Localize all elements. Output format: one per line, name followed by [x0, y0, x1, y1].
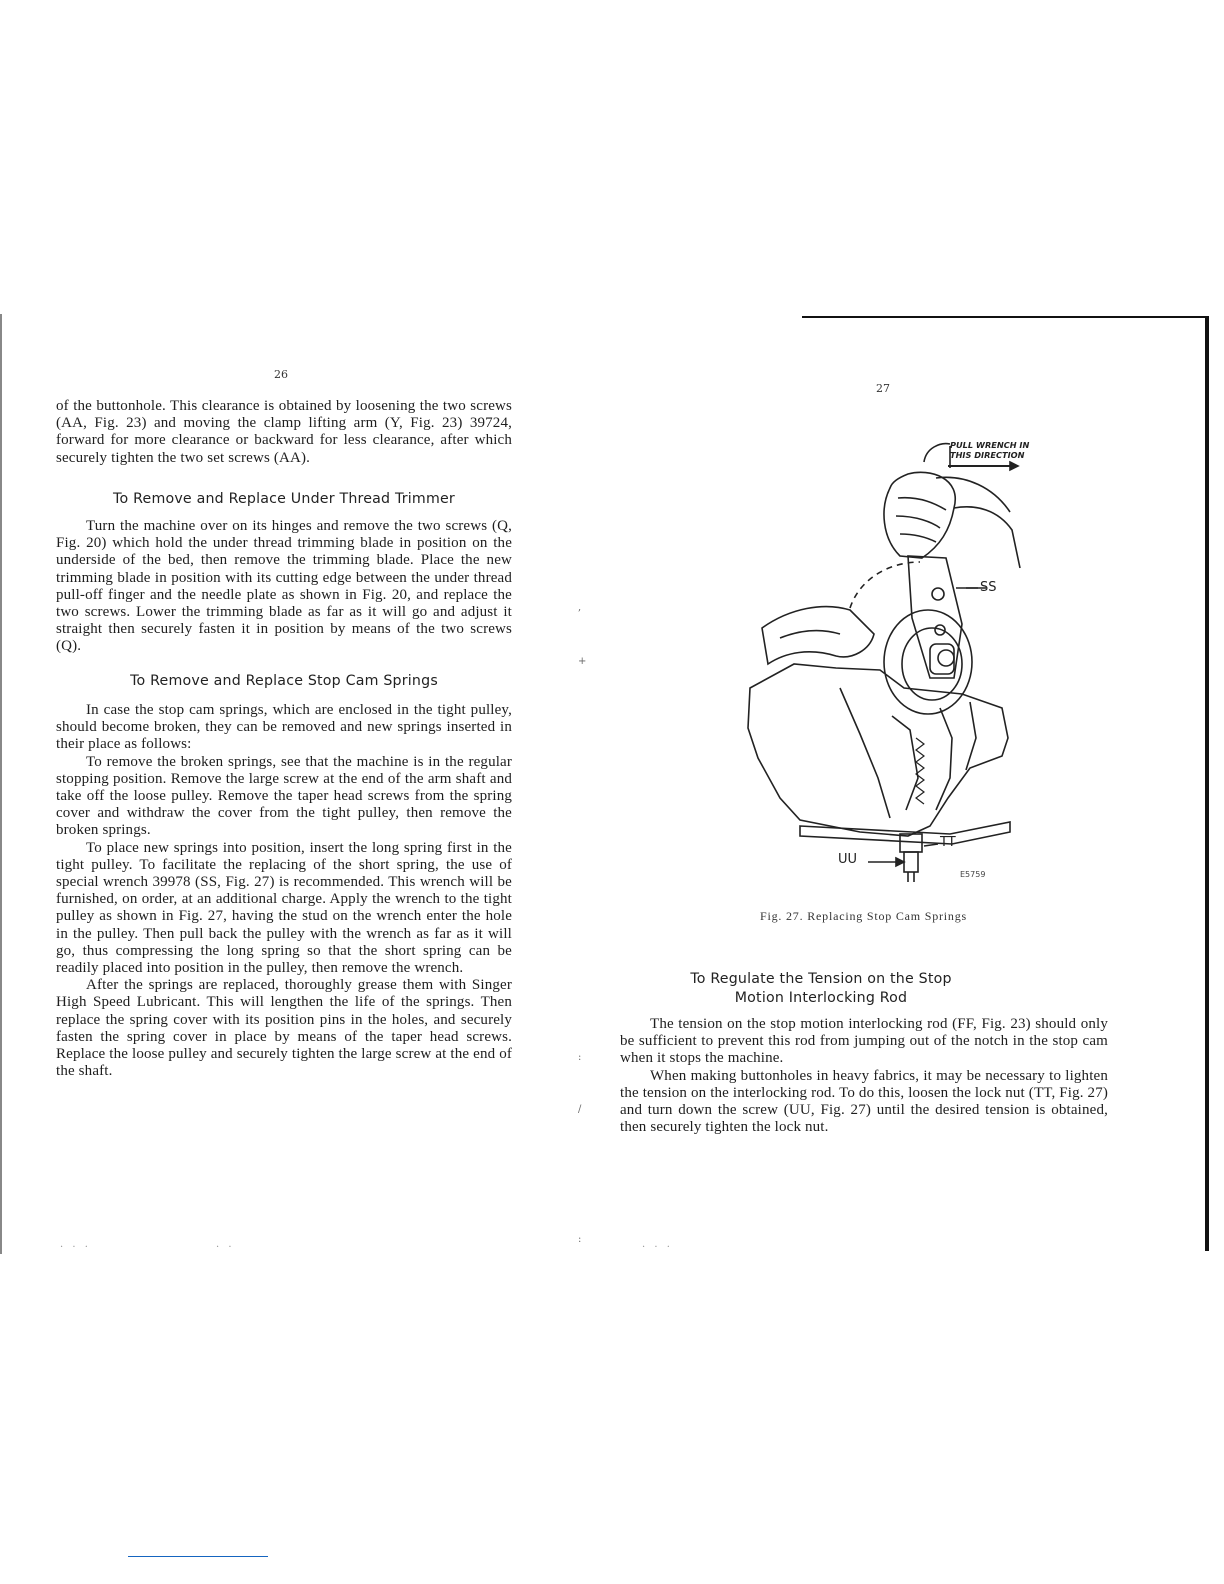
gutter-mark-5: :: [578, 1234, 582, 1245]
figure-27-illustration: [740, 438, 1030, 888]
left-scan-edge: [0, 314, 2, 1254]
stop-cam-paragraph-1: In case the stop cam springs, which are enclosed in the tight pulley, should become broken, they can be removed and new springs inserted in their place as follows:: [56, 702, 512, 753]
section-heading-stop-cam-springs: To Remove and Replace Stop Cam Springs: [130, 673, 438, 689]
bottom-dots-mid: · ·: [216, 1242, 235, 1253]
page-number-right: 27: [876, 382, 890, 395]
stop-cam-paragraph-4: After the springs are replaced, thoroughly grease them with Singer High Speed Lubricant. This will lengthen the life of the springs. Then replace the spring cover with its position pins in the holes, and securely fasten the spring cover in place by means of the taper head screws. Replace the loose pulley and securely tighten the large screw at the end of the shaft.: [56, 977, 512, 1080]
gutter-mark-4: /: [578, 1104, 582, 1115]
stop-cam-paragraph-2: To remove the broken springs, see that the machine is in the regular stopping position. Remove the large screw at the end of the arm shaft and take off the loose pulley. Remove the taper head screws from the spring cover and withdraw the cover from the tight pulley, then remove the broken springs.: [56, 753, 512, 839]
right-scan-edge: [1205, 316, 1209, 1251]
page-number-left: 26: [274, 368, 288, 381]
bottom-link-underline: [128, 1556, 268, 1557]
heading-line-2: Motion Interlocking Rod: [734, 990, 908, 1006]
bottom-dots-right: · · ·: [642, 1242, 673, 1253]
stop-cam-springs-illustration: [740, 438, 1030, 888]
gutter-mark-3: :: [578, 1052, 582, 1063]
top-scan-edge: [802, 316, 1208, 318]
section-heading-tension-interlocking-rod: [676, 970, 966, 1008]
tension-paragraph-1: The tension on the stop motion interlocking rod (FF, Fig. 23) should only be sufficient to prevent this rod from jumping out of the notch in the stop cam when it stops the machine.: [620, 1016, 1108, 1067]
heading-line-1: To Regulate the Tension on the Stop: [690, 971, 952, 987]
callout-pull-wrench: [950, 440, 1029, 460]
label-tt: TT: [940, 835, 956, 850]
callout-line-2: THIS DIRECTION: [950, 450, 1025, 460]
section-heading-under-thread-trimmer: To Remove and Replace Under Thread Trimmer: [113, 491, 455, 507]
figure-caption: Fig. 27. Replacing Stop Cam Springs: [760, 909, 968, 923]
tension-paragraph-2: When making buttonholes in heavy fabrics, it may be necessary to lighten the tension on the interlocking rod. To do this, loosen the lock nut (TT, Fig. 27) and turn down the screw (UU, Fig. 27) until the desired tension is obtained, then securely tighten the lock nut.: [620, 1067, 1108, 1136]
gutter-mark-1: ,: [578, 602, 582, 613]
under-thread-trimmer-body: [56, 518, 512, 656]
left-intro-paragraph: [56, 398, 512, 467]
stop-cam-springs-body: [56, 702, 512, 1080]
gutter-mark-2: +: [578, 656, 587, 667]
under-thread-trimmer-paragraph: Turn the machine over on its hinges and remove the two screws (Q, Fig. 20) which hold the under thread trimming blade in position on the underside of the bed, then remove the trimming blade. Place the new trimming blade in position with its cutting edge between the under thread pull-off finger and the needle plate as shown in Fig. 20, and replace the two screws. Lower the trimming blade as far as it will go and adjust it straight then securely fasten it in position by means of the two screws (Q).: [56, 518, 512, 655]
bottom-dots-left: · · ·: [60, 1242, 91, 1253]
stop-cam-paragraph-3: To place new springs into position, insert the long spring first in the tight pulley. To facilitate the replacing of the short spring, the use of special wrench 39978 (SS, Fig. 27) is recommended. This wrench will be furnished, on order, at an additional charge. Apply the wrench to the tight pulley as shown in Fig. 27, having the stud on the wrench enter the hole in the pulley. Then pull back the pulley with the wrench as far as it will go, thus compressing the long spring so that the short spring can be readily placed into position in the pulley, then remove the wrench.: [56, 839, 512, 977]
intro-text: of the buttonhole. This clearance is obtained by loosening the two screws (AA, Fig. 23) and moving the clamp lifting arm (Y, Fig. 23) 39724, forward for more clearance or backward for less clearance, after which securely tighten the two set screws (AA).: [56, 398, 512, 466]
label-ss: SS: [980, 580, 997, 595]
label-uu: UU: [838, 852, 858, 867]
tension-body: [620, 1016, 1108, 1136]
plate-code: E5759: [960, 870, 986, 879]
callout-line-1: PULL WRENCH IN: [950, 440, 1030, 450]
